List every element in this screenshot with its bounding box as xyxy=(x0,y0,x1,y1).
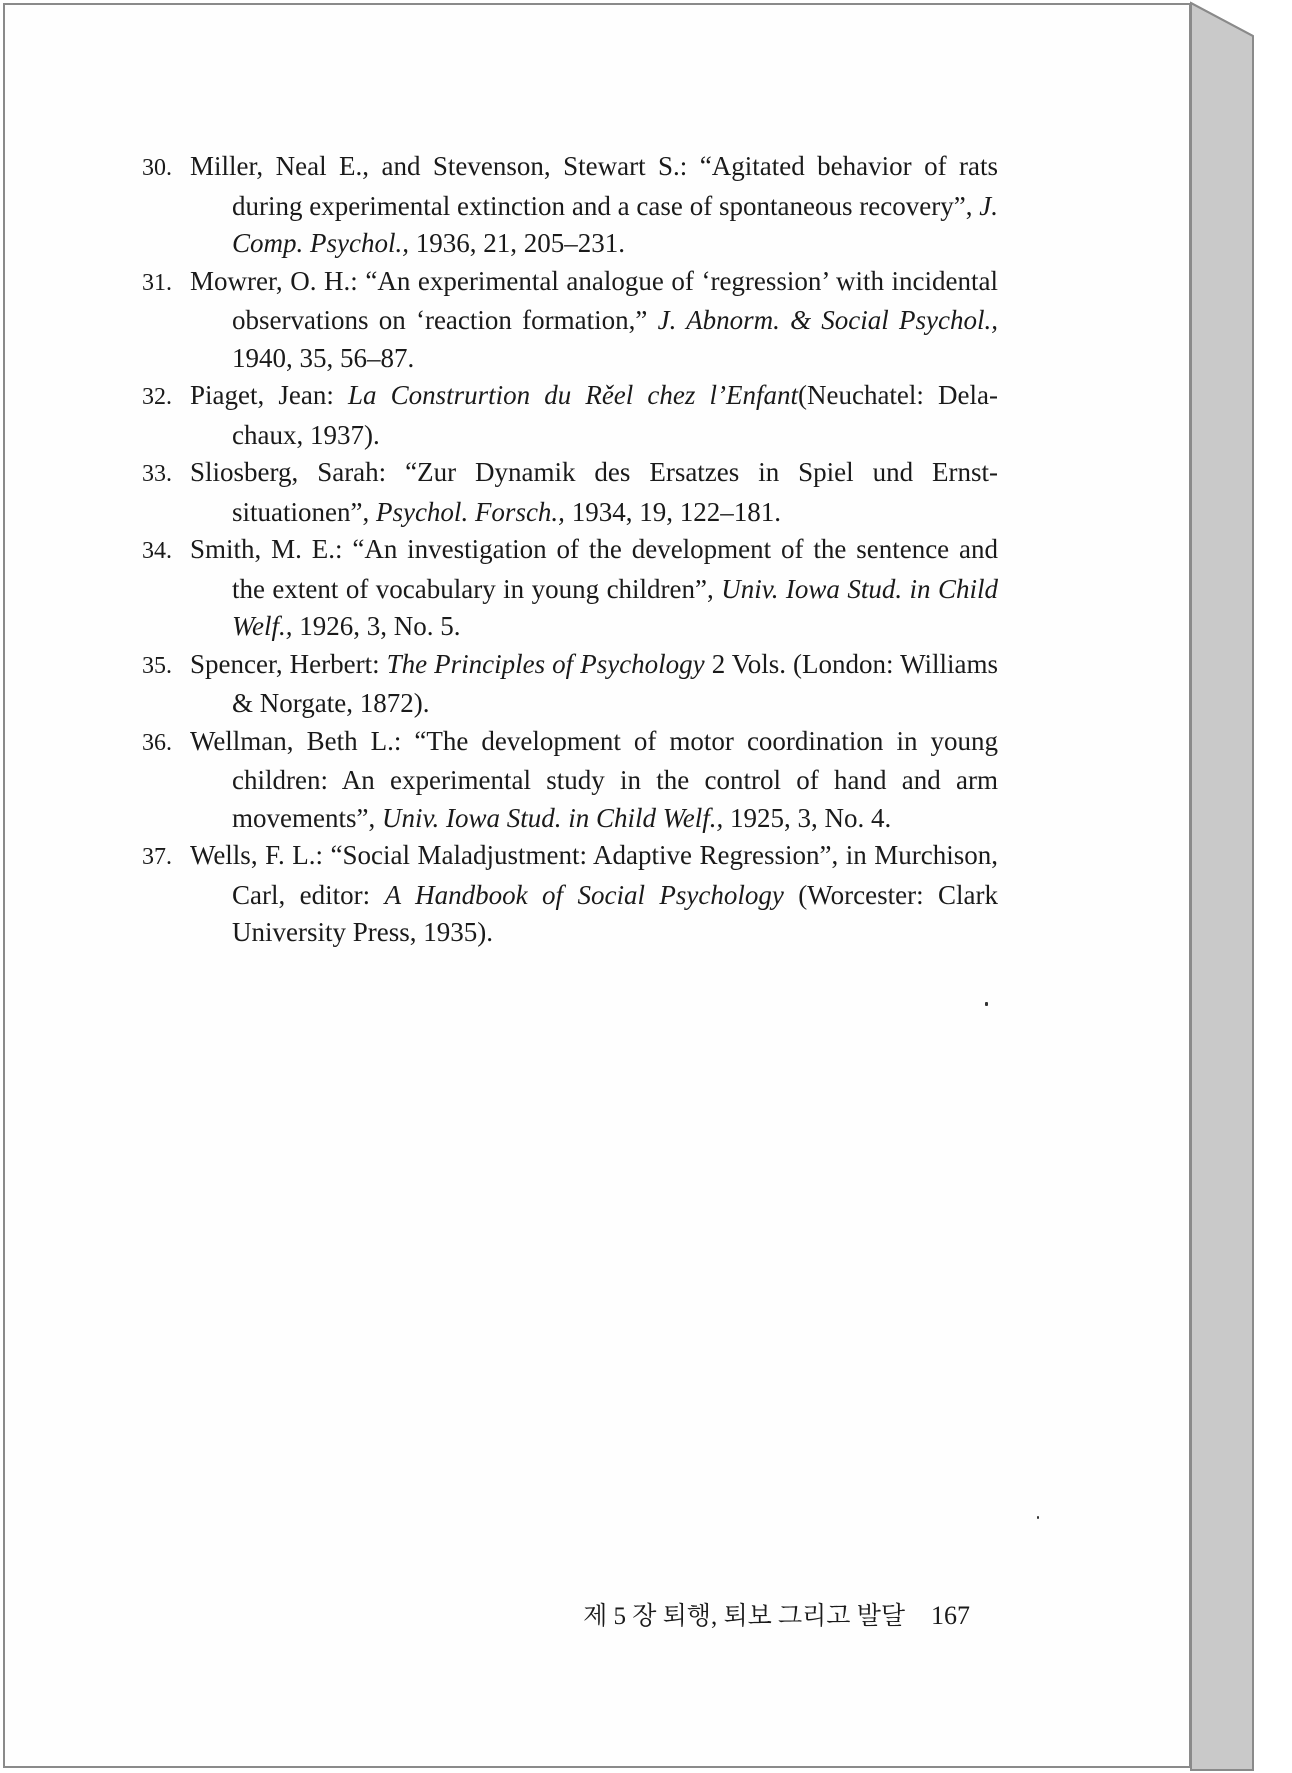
reference-source-italic: J. Comp. Psychol., xyxy=(232,190,998,258)
reference-text: (Worcester: Clark University Press, 1935). xyxy=(232,879,999,947)
reference-source-italic: Psychol. Forsch., xyxy=(375,496,565,527)
reference-list xyxy=(142,148,998,952)
reference-text: 1934, 19, 122–181. xyxy=(564,496,781,527)
reference-item xyxy=(142,531,998,646)
running-footer xyxy=(540,1596,970,1632)
reference-text: Miller, Neal E., and Stevenson, Stewart S.: “Agitated behavior of rats during experimental extinction and a case of spontaneous recovery”, xyxy=(190,151,998,221)
reference-text: Mowrer, O. H.: “An experimental analogue of ‘regression’ with incidental observations on ‘reaction formation,” xyxy=(190,265,998,335)
reference-text: 1940, 35, 56–87. xyxy=(232,342,415,373)
reference-source-italic: Univ. Iowa Stud. in Child Welf., xyxy=(232,573,998,641)
page-number: 167 xyxy=(931,1601,970,1630)
print-speck xyxy=(985,1002,988,1006)
reference-number: 36. xyxy=(142,729,172,756)
reference-source-italic: Univ. Iowa Stud. in Child Welf., xyxy=(381,802,724,833)
reference-source-italic: J. Abnorm. & Social Psychol., xyxy=(657,305,999,335)
reference-text: Wellman, Beth L.: “The development of motor coordination in young children: An experimental study in the control of hand and arm movements”, xyxy=(190,725,998,833)
reference-text: 1926, 3, No. 5. xyxy=(292,611,461,641)
reference-source-italic: The Principles of Psychology xyxy=(386,648,705,679)
print-speck xyxy=(1037,1516,1039,1519)
reference-text: (Neuchatel: Delachaux, 1937). xyxy=(232,380,998,450)
reference-item xyxy=(142,837,998,952)
reference-item xyxy=(142,646,998,723)
reference-number: 35. xyxy=(142,652,172,679)
reference-source-italic: La Construrtion du Rěel chez l’Enfant xyxy=(347,380,798,410)
reference-text: 1936, 21, 205–231. xyxy=(408,228,625,258)
reference-text: 2 Vols. (London: Williams & Norgate, 1872). xyxy=(232,648,998,718)
reference-item xyxy=(142,148,998,263)
reference-item xyxy=(142,263,998,378)
reference-text: 1925, 3, No. 4. xyxy=(723,802,892,833)
reference-item xyxy=(142,723,998,838)
reference-source-italic: A Handbook of Social Psychology xyxy=(384,879,784,910)
reference-number: 34. xyxy=(142,538,172,564)
chapter-title: 제 5 장 퇴행, 퇴보 그리고 발달 xyxy=(583,1603,905,1630)
reference-number: 31. xyxy=(142,269,172,296)
reference-text: Spencer, Herbert: xyxy=(190,648,387,679)
reference-item xyxy=(142,377,998,454)
reference-number: 32. xyxy=(142,384,172,410)
reference-text: Wells, F. L.: “Social Maladjustment: Adaptive Regression”, in Murchison, Carl, editor: xyxy=(190,840,998,910)
reference-number: 30. xyxy=(142,155,172,181)
reference-number: 33. xyxy=(142,461,172,487)
reference-item xyxy=(142,454,998,531)
reference-text: Piaget, Jean: xyxy=(190,380,348,410)
reference-text: Sliosberg, Sarah: “Zur Dynamik des Ersatzes in Spiel und Ernstsituationen”, xyxy=(190,457,998,527)
reference-text: Smith, M. E.: “An investigation of the development of the sentence and the extent of vocabulary in young children”, xyxy=(190,534,998,604)
reference-number: 37. xyxy=(142,844,172,870)
